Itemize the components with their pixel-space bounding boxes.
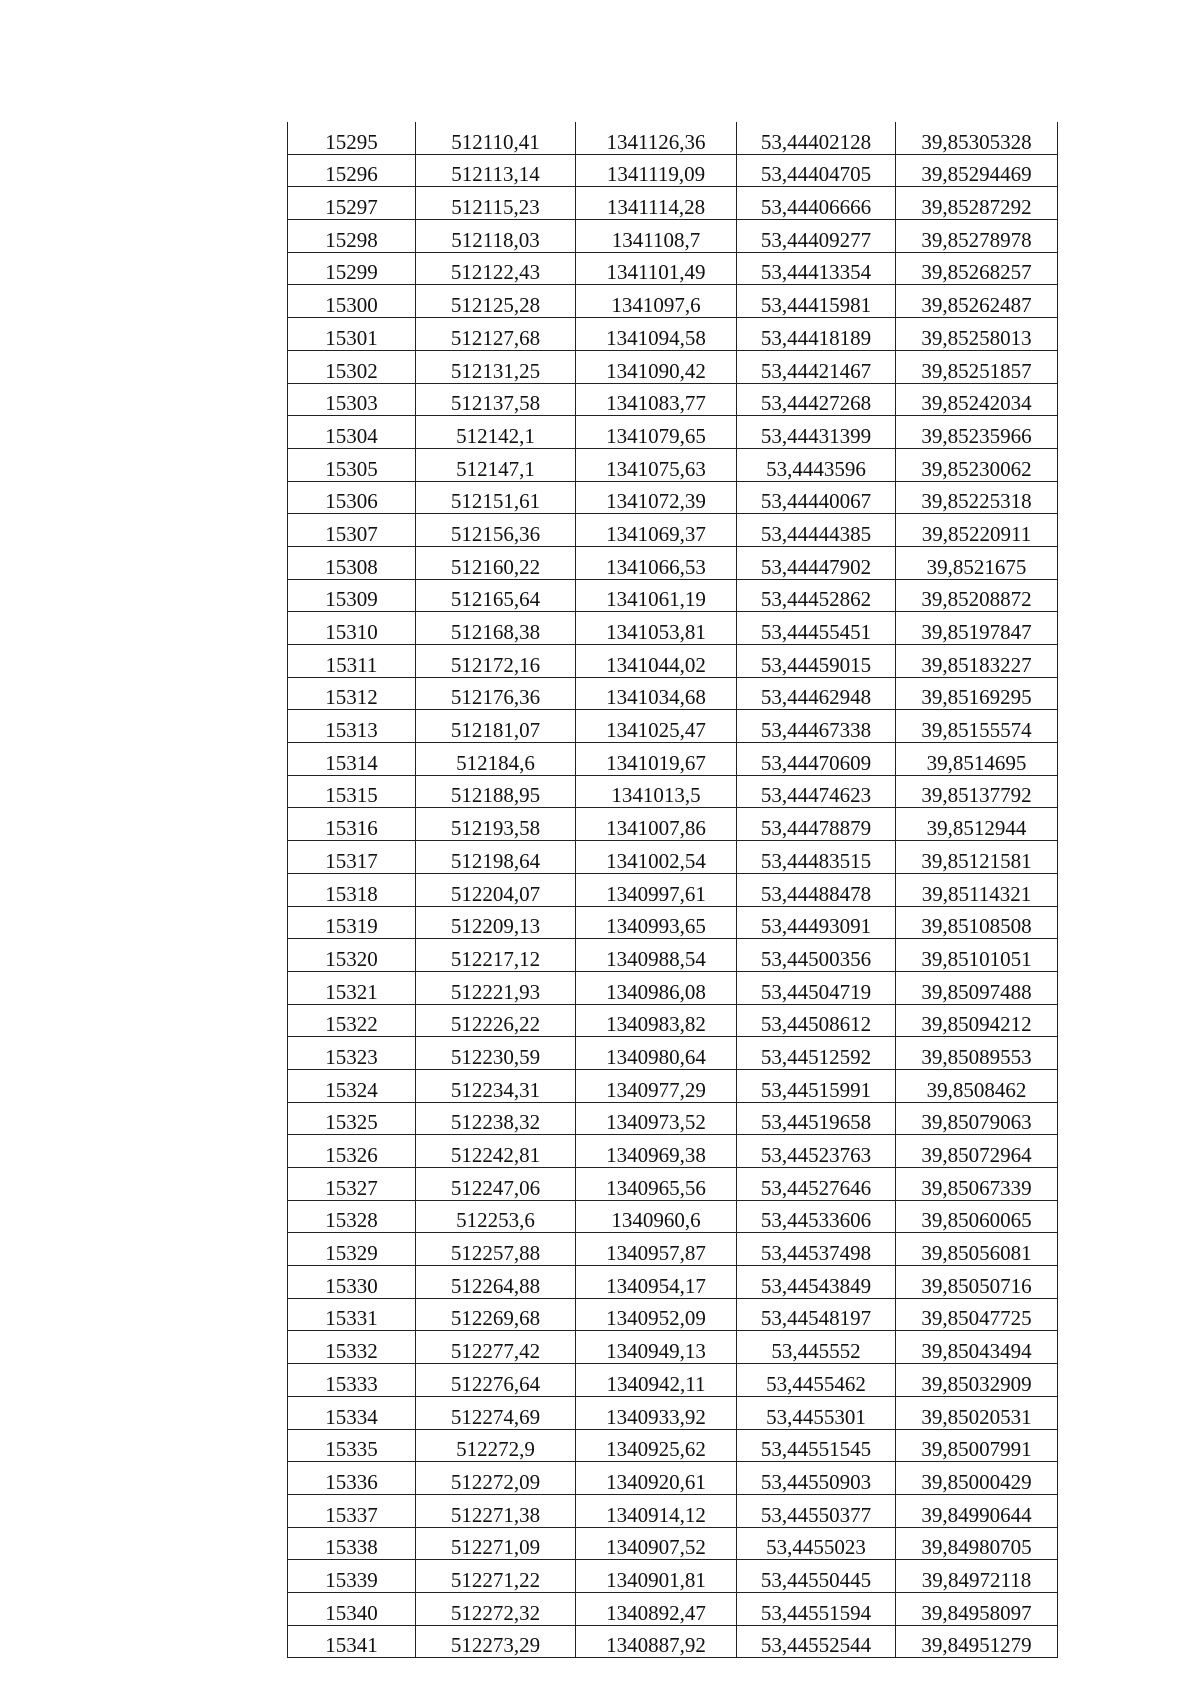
x-coordinate-cell: 512269,68 [416,1298,576,1331]
y-coordinate-cell: 1340949,13 [576,1331,737,1364]
longitude-cell: 39,85242034 [896,383,1058,416]
y-coordinate-cell: 1340965,56 [576,1168,737,1201]
y-coordinate-cell: 1341053,81 [576,612,737,645]
x-coordinate-cell: 512272,32 [416,1592,576,1625]
longitude-cell: 39,85032909 [896,1364,1058,1397]
y-coordinate-cell: 1341002,54 [576,841,737,874]
x-coordinate-cell: 512230,59 [416,1037,576,1070]
x-coordinate-cell: 512172,16 [416,645,576,678]
x-coordinate-cell: 512156,36 [416,514,576,547]
point-number-cell: 15306 [288,481,416,514]
point-number-cell: 15326 [288,1135,416,1168]
point-number-cell: 15330 [288,1266,416,1299]
table-row [288,154,1058,187]
x-coordinate-cell: 512193,58 [416,808,576,841]
latitude-cell: 53,44455451 [737,612,896,645]
point-number-cell: 15305 [288,448,416,481]
latitude-cell: 53,445552 [737,1331,896,1364]
y-coordinate-cell: 1340957,87 [576,1233,737,1266]
table-row [288,350,1058,383]
latitude-cell: 53,44500356 [737,939,896,972]
table-row [288,939,1058,972]
point-number-cell: 15336 [288,1462,416,1495]
longitude-cell: 39,85043494 [896,1331,1058,1364]
longitude-cell: 39,85050716 [896,1266,1058,1299]
latitude-cell: 53,44478879 [737,808,896,841]
y-coordinate-cell: 1341069,37 [576,514,737,547]
point-number-cell: 15299 [288,252,416,285]
table-row [288,775,1058,808]
latitude-cell: 53,44523763 [737,1135,896,1168]
point-number-cell: 15329 [288,1233,416,1266]
y-coordinate-cell: 1340986,08 [576,971,737,1004]
x-coordinate-cell: 512253,6 [416,1200,576,1233]
latitude-cell: 53,44550903 [737,1462,896,1495]
point-number-cell: 15322 [288,1004,416,1037]
x-coordinate-cell: 512271,09 [416,1527,576,1560]
longitude-cell: 39,85060065 [896,1200,1058,1233]
point-number-cell: 15324 [288,1069,416,1102]
table-row [288,645,1058,678]
latitude-cell: 53,4455462 [737,1364,896,1397]
table-row [288,1069,1058,1102]
y-coordinate-cell: 1340980,64 [576,1037,737,1070]
point-number-cell: 15314 [288,743,416,776]
y-coordinate-cell: 1340977,29 [576,1069,737,1102]
x-coordinate-cell: 512204,07 [416,873,576,906]
x-coordinate-cell: 512234,31 [416,1069,576,1102]
table-row [288,1527,1058,1560]
latitude-cell: 53,44406666 [737,187,896,220]
latitude-cell: 53,44543849 [737,1266,896,1299]
table-row [288,252,1058,285]
point-number-cell: 15309 [288,579,416,612]
point-number-cell: 15331 [288,1298,416,1331]
longitude-cell: 39,85268257 [896,252,1058,285]
point-number-cell: 15323 [288,1037,416,1070]
x-coordinate-cell: 512176,36 [416,677,576,710]
table-row [288,971,1058,1004]
latitude-cell: 53,44512592 [737,1037,896,1070]
y-coordinate-cell: 1340920,61 [576,1462,737,1495]
point-number-cell: 15295 [288,122,416,154]
point-number-cell: 15316 [288,808,416,841]
x-coordinate-cell: 512184,6 [416,743,576,776]
point-number-cell: 15332 [288,1331,416,1364]
longitude-cell: 39,8512944 [896,808,1058,841]
x-coordinate-cell: 512188,95 [416,775,576,808]
longitude-cell: 39,85230062 [896,448,1058,481]
x-coordinate-cell: 512221,93 [416,971,576,1004]
latitude-cell: 53,4443596 [737,448,896,481]
point-number-cell: 15297 [288,187,416,220]
longitude-cell: 39,8521675 [896,546,1058,579]
latitude-cell: 53,44447902 [737,546,896,579]
latitude-cell: 53,44493091 [737,906,896,939]
longitude-cell: 39,85169295 [896,677,1058,710]
y-coordinate-cell: 1341075,63 [576,448,737,481]
longitude-cell: 39,85258013 [896,318,1058,351]
point-number-cell: 15341 [288,1625,416,1658]
x-coordinate-cell: 512242,81 [416,1135,576,1168]
point-number-cell: 15304 [288,416,416,449]
longitude-cell: 39,85183227 [896,645,1058,678]
latitude-cell: 53,44462948 [737,677,896,710]
point-number-cell: 15321 [288,971,416,1004]
x-coordinate-cell: 512274,69 [416,1396,576,1429]
table-row [288,122,1058,154]
latitude-cell: 53,44508612 [737,1004,896,1037]
y-coordinate-cell: 1341066,53 [576,546,737,579]
longitude-cell: 39,84990644 [896,1494,1058,1527]
longitude-cell: 39,8508462 [896,1069,1058,1102]
table-row [288,612,1058,645]
table-row [288,808,1058,841]
y-coordinate-cell: 1341094,58 [576,318,737,351]
y-coordinate-cell: 1340993,65 [576,906,737,939]
table-row [288,710,1058,743]
point-number-cell: 15308 [288,546,416,579]
latitude-cell: 53,44551594 [737,1592,896,1625]
x-coordinate-cell: 512142,1 [416,416,576,449]
longitude-cell: 39,85089553 [896,1037,1058,1070]
point-number-cell: 15315 [288,775,416,808]
latitude-cell: 53,44427268 [737,383,896,416]
y-coordinate-cell: 1340933,92 [576,1396,737,1429]
longitude-cell: 39,85000429 [896,1462,1058,1495]
point-number-cell: 15327 [288,1168,416,1201]
latitude-cell: 53,44550445 [737,1560,896,1593]
point-number-cell: 15303 [288,383,416,416]
y-coordinate-cell: 1341061,19 [576,579,737,612]
longitude-cell: 39,85101051 [896,939,1058,972]
table-row [288,514,1058,547]
y-coordinate-cell: 1341101,49 [576,252,737,285]
y-coordinate-cell: 1341044,02 [576,645,737,678]
x-coordinate-cell: 512147,1 [416,448,576,481]
longitude-cell: 39,85251857 [896,350,1058,383]
point-number-cell: 15333 [288,1364,416,1397]
table-row [288,906,1058,939]
point-number-cell: 15313 [288,710,416,743]
latitude-cell: 53,44488478 [737,873,896,906]
x-coordinate-cell: 512247,06 [416,1168,576,1201]
table-row [288,579,1058,612]
x-coordinate-cell: 512209,13 [416,906,576,939]
y-coordinate-cell: 1340925,62 [576,1429,737,1462]
point-number-cell: 15301 [288,318,416,351]
longitude-cell: 39,85235966 [896,416,1058,449]
x-coordinate-cell: 512168,38 [416,612,576,645]
longitude-cell: 39,85197847 [896,612,1058,645]
table-row [288,1625,1058,1658]
longitude-cell: 39,85056081 [896,1233,1058,1266]
latitude-cell: 53,44474623 [737,775,896,808]
table-row [288,416,1058,449]
y-coordinate-cell: 1340983,82 [576,1004,737,1037]
y-coordinate-cell: 1341013,5 [576,775,737,808]
y-coordinate-cell: 1341079,65 [576,416,737,449]
point-number-cell: 15296 [288,154,416,187]
longitude-cell: 39,85108508 [896,906,1058,939]
table-row [288,1135,1058,1168]
table-row [288,1592,1058,1625]
point-number-cell: 15310 [288,612,416,645]
table-row [288,1462,1058,1495]
longitude-cell: 39,85114321 [896,873,1058,906]
latitude-cell: 53,44552544 [737,1625,896,1658]
longitude-cell: 39,84980705 [896,1527,1058,1560]
x-coordinate-cell: 512127,68 [416,318,576,351]
x-coordinate-cell: 512151,61 [416,481,576,514]
longitude-cell: 39,85294469 [896,154,1058,187]
x-coordinate-cell: 512272,9 [416,1429,576,1462]
x-coordinate-cell: 512264,88 [416,1266,576,1299]
y-coordinate-cell: 1340960,6 [576,1200,737,1233]
x-coordinate-cell: 512271,22 [416,1560,576,1593]
x-coordinate-cell: 512277,42 [416,1331,576,1364]
x-coordinate-cell: 512115,23 [416,187,576,220]
longitude-cell: 39,8514695 [896,743,1058,776]
table-row [288,1102,1058,1135]
table-row [288,546,1058,579]
latitude-cell: 53,44551545 [737,1429,896,1462]
point-number-cell: 15311 [288,645,416,678]
y-coordinate-cell: 1340901,81 [576,1560,737,1593]
longitude-cell: 39,85278978 [896,220,1058,253]
longitude-cell: 39,85208872 [896,579,1058,612]
longitude-cell: 39,85007991 [896,1429,1058,1462]
latitude-cell: 53,44515991 [737,1069,896,1102]
x-coordinate-cell: 512257,88 [416,1233,576,1266]
table-row [288,1168,1058,1201]
x-coordinate-cell: 512110,41 [416,122,576,154]
latitude-cell: 53,44452862 [737,579,896,612]
table-row [288,1331,1058,1364]
longitude-cell: 39,85305328 [896,122,1058,154]
point-number-cell: 15307 [288,514,416,547]
y-coordinate-cell: 1340907,52 [576,1527,737,1560]
y-coordinate-cell: 1341019,67 [576,743,737,776]
x-coordinate-cell: 512125,28 [416,285,576,318]
table-row [288,1298,1058,1331]
y-coordinate-cell: 1340973,52 [576,1102,737,1135]
x-coordinate-cell: 512272,09 [416,1462,576,1495]
table-row [288,1200,1058,1233]
x-coordinate-cell: 512226,22 [416,1004,576,1037]
point-number-cell: 15328 [288,1200,416,1233]
point-number-cell: 15319 [288,906,416,939]
longitude-cell: 39,85155574 [896,710,1058,743]
x-coordinate-cell: 512160,22 [416,546,576,579]
y-coordinate-cell: 1341097,6 [576,285,737,318]
longitude-cell: 39,85225318 [896,481,1058,514]
longitude-cell: 39,85287292 [896,187,1058,220]
table-row [288,1037,1058,1070]
longitude-cell: 39,85079063 [896,1102,1058,1135]
table-row [288,1429,1058,1462]
y-coordinate-cell: 1340988,54 [576,939,737,972]
table-row [288,1364,1058,1397]
latitude-cell: 53,44527646 [737,1168,896,1201]
point-number-cell: 15318 [288,873,416,906]
latitude-cell: 53,44483515 [737,841,896,874]
latitude-cell: 53,44459015 [737,645,896,678]
table-row [288,841,1058,874]
y-coordinate-cell: 1340952,09 [576,1298,737,1331]
y-coordinate-cell: 1341119,09 [576,154,737,187]
y-coordinate-cell: 1341025,47 [576,710,737,743]
table-row [288,1396,1058,1429]
latitude-cell: 53,44470609 [737,743,896,776]
y-coordinate-cell: 1341126,36 [576,122,737,154]
point-number-cell: 15312 [288,677,416,710]
x-coordinate-cell: 512131,25 [416,350,576,383]
point-number-cell: 15325 [288,1102,416,1135]
x-coordinate-cell: 512276,64 [416,1364,576,1397]
table-row [288,383,1058,416]
y-coordinate-cell: 1341090,42 [576,350,737,383]
point-number-cell: 15337 [288,1494,416,1527]
y-coordinate-cell: 1341083,77 [576,383,737,416]
latitude-cell: 53,44550377 [737,1494,896,1527]
y-coordinate-cell: 1340969,38 [576,1135,737,1168]
longitude-cell: 39,85094212 [896,1004,1058,1037]
x-coordinate-cell: 512181,07 [416,710,576,743]
table-row [288,220,1058,253]
x-coordinate-cell: 512273,29 [416,1625,576,1658]
y-coordinate-cell: 1341114,28 [576,187,737,220]
table-row [288,1266,1058,1299]
x-coordinate-cell: 512165,64 [416,579,576,612]
x-coordinate-cell: 512118,03 [416,220,576,253]
table-row [288,285,1058,318]
x-coordinate-cell: 512217,12 [416,939,576,972]
x-coordinate-cell: 512198,64 [416,841,576,874]
longitude-cell: 39,85072964 [896,1135,1058,1168]
point-number-cell: 15339 [288,1560,416,1593]
table-row [288,448,1058,481]
table-row [288,1004,1058,1037]
latitude-cell: 53,4455301 [737,1396,896,1429]
y-coordinate-cell: 1340954,17 [576,1266,737,1299]
x-coordinate-cell: 512113,14 [416,154,576,187]
longitude-cell: 39,85262487 [896,285,1058,318]
y-coordinate-cell: 1340887,92 [576,1625,737,1658]
latitude-cell: 53,44467338 [737,710,896,743]
x-coordinate-cell: 512238,32 [416,1102,576,1135]
latitude-cell: 53,4455023 [737,1527,896,1560]
point-number-cell: 15320 [288,939,416,972]
longitude-cell: 39,85020531 [896,1396,1058,1429]
latitude-cell: 53,44413354 [737,252,896,285]
table-row [288,743,1058,776]
x-coordinate-cell: 512271,38 [416,1494,576,1527]
table-row [288,187,1058,220]
x-coordinate-cell: 512137,58 [416,383,576,416]
table-row [288,1560,1058,1593]
longitude-cell: 39,84958097 [896,1592,1058,1625]
latitude-cell: 53,44415981 [737,285,896,318]
coordinates-table [287,122,1058,1658]
point-number-cell: 15338 [288,1527,416,1560]
point-number-cell: 15302 [288,350,416,383]
longitude-cell: 39,85067339 [896,1168,1058,1201]
y-coordinate-cell: 1340942,11 [576,1364,737,1397]
latitude-cell: 53,44418189 [737,318,896,351]
point-number-cell: 15298 [288,220,416,253]
y-coordinate-cell: 1341034,68 [576,677,737,710]
point-number-cell: 15334 [288,1396,416,1429]
latitude-cell: 53,44421467 [737,350,896,383]
y-coordinate-cell: 1340914,12 [576,1494,737,1527]
latitude-cell: 53,44504719 [737,971,896,1004]
point-number-cell: 15340 [288,1592,416,1625]
coordinates-table-body [288,122,1058,1658]
y-coordinate-cell: 1341007,86 [576,808,737,841]
point-number-cell: 15317 [288,841,416,874]
y-coordinate-cell: 1341072,39 [576,481,737,514]
table-row [288,318,1058,351]
latitude-cell: 53,44431399 [737,416,896,449]
longitude-cell: 39,85047725 [896,1298,1058,1331]
latitude-cell: 53,44440067 [737,481,896,514]
longitude-cell: 39,85097488 [896,971,1058,1004]
point-number-cell: 15335 [288,1429,416,1462]
latitude-cell: 53,44548197 [737,1298,896,1331]
latitude-cell: 53,44519658 [737,1102,896,1135]
x-coordinate-cell: 512122,43 [416,252,576,285]
y-coordinate-cell: 1340892,47 [576,1592,737,1625]
latitude-cell: 53,44404705 [737,154,896,187]
latitude-cell: 53,44533606 [737,1200,896,1233]
latitude-cell: 53,44537498 [737,1233,896,1266]
latitude-cell: 53,44402128 [737,122,896,154]
table-row [288,481,1058,514]
longitude-cell: 39,84972118 [896,1560,1058,1593]
point-number-cell: 15300 [288,285,416,318]
y-coordinate-cell: 1341108,7 [576,220,737,253]
table-row [288,677,1058,710]
y-coordinate-cell: 1340997,61 [576,873,737,906]
table-row [288,873,1058,906]
latitude-cell: 53,44444385 [737,514,896,547]
table-row [288,1494,1058,1527]
latitude-cell: 53,44409277 [737,220,896,253]
longitude-cell: 39,84951279 [896,1625,1058,1658]
longitude-cell: 39,85220911 [896,514,1058,547]
longitude-cell: 39,85121581 [896,841,1058,874]
table-row [288,1233,1058,1266]
longitude-cell: 39,85137792 [896,775,1058,808]
